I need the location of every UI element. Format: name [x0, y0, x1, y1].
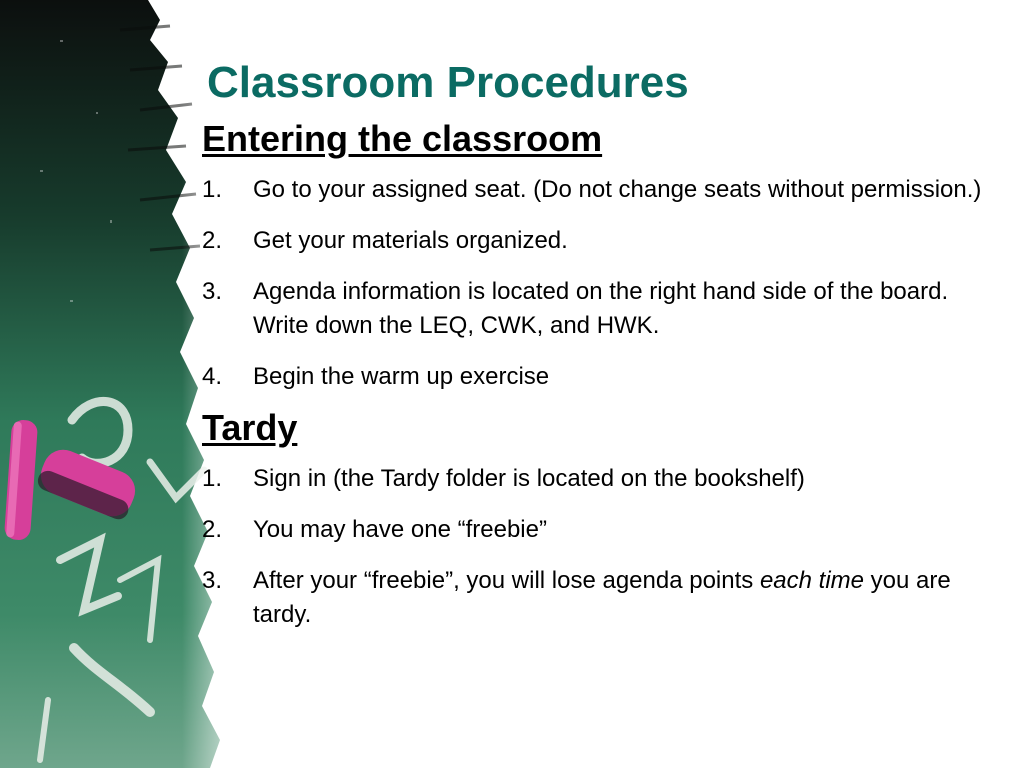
item-text: Go to your assigned seat. (Do not change seats without permission.)	[253, 176, 982, 203]
item-number: 4.	[202, 363, 223, 390]
item-number: 3.	[202, 567, 223, 594]
section-heading-tardy: Tardy	[202, 407, 298, 448]
item-text: Begin the warm up exercise	[253, 363, 550, 390]
list-item	[202, 173, 1002, 207]
section-heading-entering: Entering the classroom	[202, 118, 603, 159]
list-item	[202, 360, 1002, 394]
item-number: 2.	[202, 227, 223, 254]
item-text: Get your materials organized.	[253, 227, 568, 254]
item-text: Sign in (the Tardy folder is located on the bookshelf)	[253, 465, 805, 492]
item-number: 2.	[202, 516, 223, 543]
item-text: You may have one “freebie”	[253, 516, 547, 543]
list-item	[202, 275, 1002, 343]
list-item	[202, 224, 1002, 258]
entering-procedures-list	[202, 173, 1002, 394]
item-number: 3.	[202, 278, 223, 305]
list-item	[202, 564, 1002, 632]
slide-title: Classroom Procedures	[207, 58, 689, 107]
item-text-tail: you are tardy.	[253, 567, 951, 628]
item-text: Agenda information is located on the right hand side of the board. Write down the LEQ, CWK, and HWK.	[253, 278, 949, 339]
item-number: 1.	[202, 465, 223, 492]
item-number: 1.	[202, 176, 223, 203]
item-text-lead: After your “freebie”, you will lose agenda points	[253, 567, 760, 594]
tardy-procedures-list	[202, 462, 1002, 632]
list-item	[202, 462, 1002, 496]
slide-content	[202, 118, 1002, 649]
item-text-emphasis: each time	[759, 567, 864, 594]
item-text	[253, 564, 1002, 632]
list-item	[202, 513, 1002, 547]
